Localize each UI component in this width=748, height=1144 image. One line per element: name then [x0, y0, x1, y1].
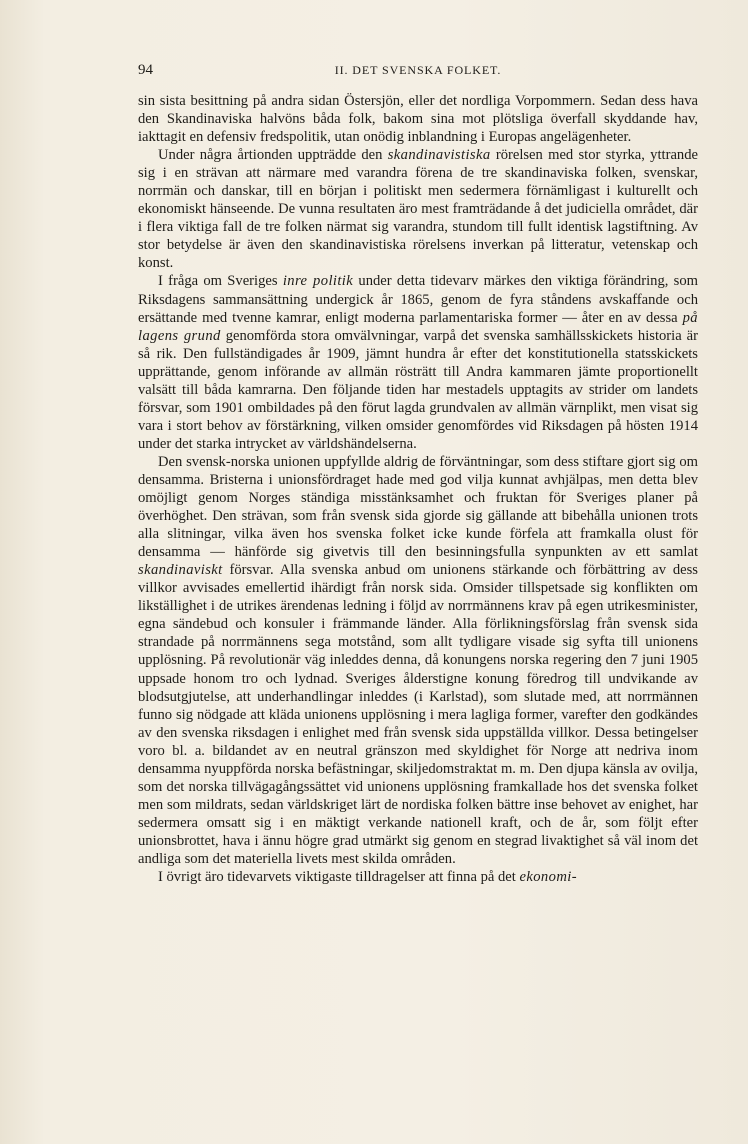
italic-phrase: skandinavistiska [387, 147, 491, 164]
running-head: II. DET SVENSKA FOLKET. [334, 63, 502, 77]
text-run: försvar. Alla svenska anbud om unionens stärkande och förbättring av dess villkor avvisades emellertid ihärdigt från norsk sida. Omsider tillspetsade sig konflikten om likställighet i de utrikes ärendenas ledning i följd av norrmännens krav på egen utrikesminister, egna sändebud och konsuler i främmande länder. Alla förlikningsförslag från svensk sida strandade på norrmännens sega motstånd, som allt tydligare visade sig syfta till unionens upplösning. På revolutionär väg inleddes denna, då konungens norska regering den 7 juni 1905 uppsade honom tro och lydnad. Sveriges ålderstigne konung föredrog till undvikande av blodsutgjutelse, att underhandlingar inleddes (i Karlstad), som slutade med, att norrmännen funno sig nödgade att kläda unionens upplösning i mera lagliga former, varefter den godkändes av den svenska riksdagen i enlighet med från svensk sida uppställda villkor. Dessa betingelser voro bl. a. bildandet av en neutral gränszon med skyldighet för Norge att nedriva inom densamma nyuppförda norska befästningar, skiljedomstraktat m. m. Den djupa känsla av ovilja, som det norska tillvägagångssättet vid unionens upplösning framkallade hos det svenska folket men som mildrats, sedan världskriget lärt de nordiska folken bättre inse behovet av enighet, har sedermera omsatt sig i en mäktigt verkande nationell kraft, och de år, som följt efter unionsbrottet, hava i ännu högre grad utmärkt sig genom en stegrad livaktighet så väl inom det andliga som det materiella livets mest skilda områden. [138, 562, 698, 867]
text-run: I fråga om Sveriges [158, 273, 283, 290]
text-run: Under några årtionden uppträdde den [158, 147, 388, 164]
body-text [138, 92, 698, 886]
paragraph [138, 272, 698, 452]
paragraph [138, 146, 698, 272]
text-run: rörelsen med stor styrka, yttrande sig i en strävan att närmare med varandra förena de tre skandinaviska folken, svenskar, norrmän och danskar, till en början i politiskt men sedermera förnämligast i kulturellt och ekonomiskt hänseende. De vunna resultaten äro mest framträdande å det judiciella området, där i flera viktiga fall de tre folken närmat sig varandra, stundom till fullt identisk lagstiftning. Av stor betydelse är även den skandinavistiska rörelsens inverkan på litteratur, vetenskap och konst. [138, 147, 698, 272]
italic-phrase: på lagens grund [138, 309, 698, 344]
text-run: Den svensk-norska unionen uppfyllde aldrig de förväntningar, som dess stiftare gjort sig om densamma. Bristerna i unionsfördraget hade med god vilja kunnat avhjälpas, men detta blev omöjligt genom Norges ständiga misstänksamhet och fruktan för Sveriges planer på överhöghet. Den strävan, som från svensk sida gjorde sig gällande att bibehålla unionen trots alla slitningar, vilka även hos svenska folket icke kunde förfela att framkalla olust för densamma — hänförde sig givetvis till den besinningsfulla synpunkten av ett samlat [138, 453, 698, 561]
paragraph [138, 453, 698, 868]
text-run: sin sista besittning på andra sidan Östersjön, eller det nordliga Vorpommern. Sedan dess hava den Skandinaviska halvöns båda folk, bakom sina mot plötsliga överfall skyddande hav, iakttagit en defensiv fredspolitik, utan onödig inblandning i Europas angelägenheter. [138, 93, 698, 146]
text-run: genomförda stora omvälvningar, varpå det svenska samhällsskickets historia är så rik. Den fullständigades år 1909, jämnt hundra år efter det konstitutionella statsskickets upprättande, genom införande av allmän rösträtt till Andra kammaren jämte proportionellt valsätt till båda kamrarna. Den följande tiden har mestadels upptagits av strider om landets försvar, som 1901 ombildades på den förut lagda grundvalen av allmän värnplikt, men visat sig vara i stort behov av förstärkning, vilken omsider genomfördes vid Riksdagen på hösten 1914 under det starka intrycket av världshändelserna. [138, 327, 698, 452]
paragraph [138, 92, 698, 146]
page-header [138, 62, 698, 82]
italic-phrase: ekonomi- [519, 869, 577, 886]
italic-phrase: inre politik [282, 273, 354, 290]
italic-phrase: skandinaviskt [138, 562, 223, 579]
text-run: I övrigt äro tidevarvets viktigaste tilldragelser att finna på det [158, 869, 520, 886]
page-number: 94 [138, 62, 153, 78]
text-run: under detta tidevarv märkes den viktiga förändring, som Riksdagens sammansättning undergick år 1865, genom de fyra ståndens avskaffande och ersättande med tvenne kamrar, enligt moderna parlamentariska former — åter en av dessa [138, 273, 698, 326]
paragraph [138, 868, 698, 886]
